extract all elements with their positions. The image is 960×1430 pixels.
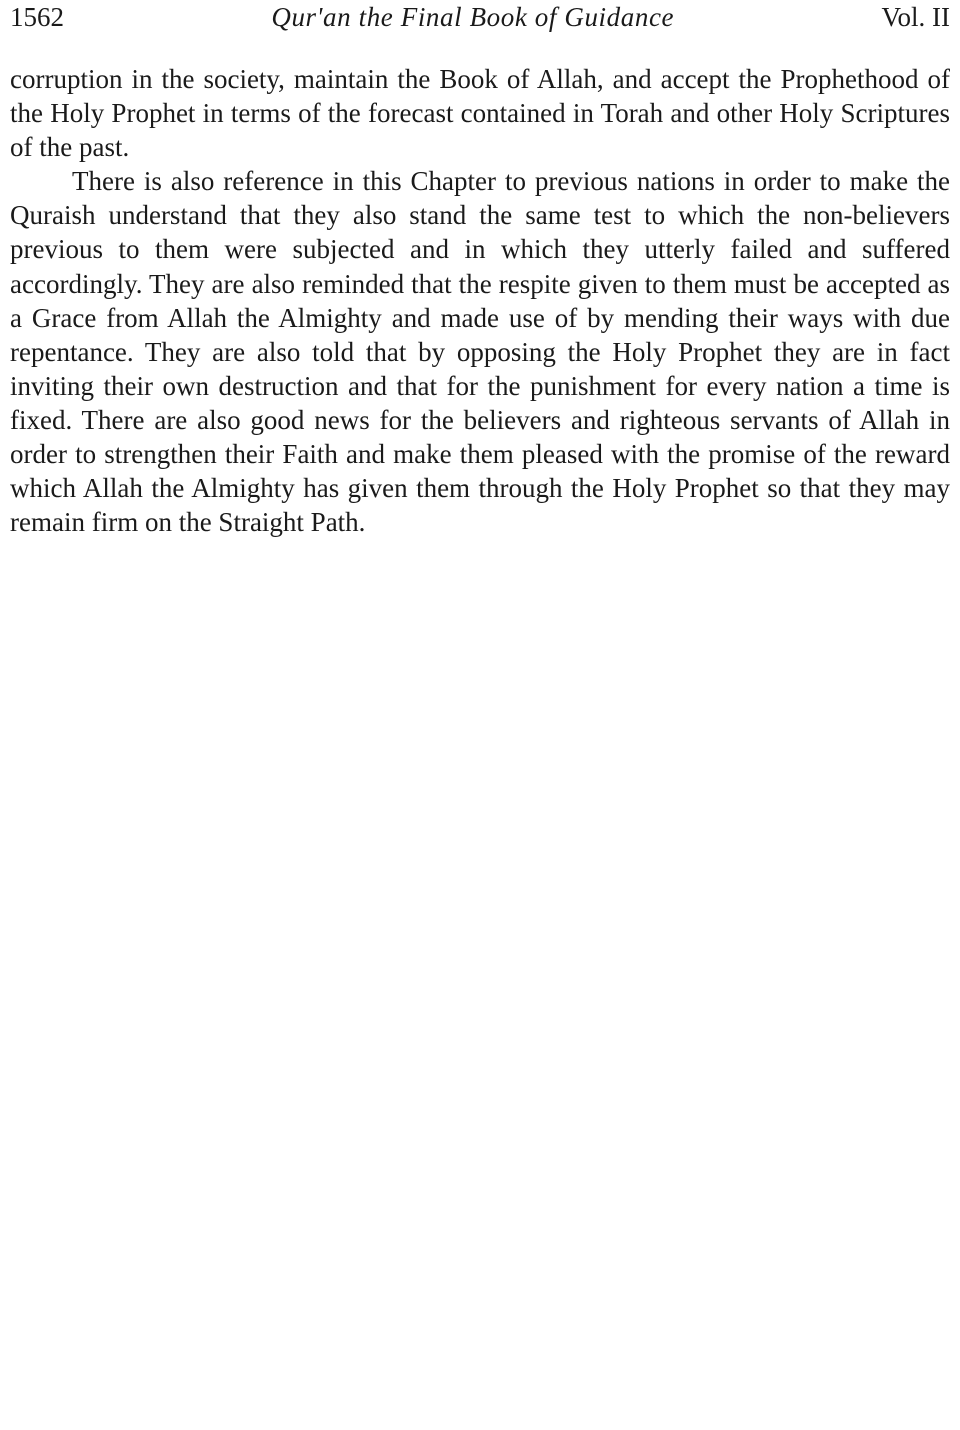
- running-header: [10, 0, 950, 40]
- volume-label: Vol. II: [881, 2, 950, 32]
- book-page: [10, 0, 950, 539]
- body-text: [10, 62, 950, 539]
- book-title: Qur'an the Final Book of Guidance: [271, 2, 675, 32]
- paragraph-continued: corruption in the society, maintain the Book of Allah, and accept the Prophethood of the Holy Prophet in terms of the forecast contained in Torah and other Holy Scriptures of the past.: [10, 64, 950, 163]
- page-number: 1562: [10, 2, 64, 32]
- paragraph: There is also reference in this Chapter to previous nations in order to make the Quraish understand that they also stand the same test to which the non-believers previous to them were subjected and in which they utterly failed and suffered accordingly. They are also reminded that the respite given to them must be accepted as a Grace from Allah the Almighty and made use of by mending their ways with due repentance. They are also told that by opposing the Holy Prophet they are in fact inviting their own destruction and that for the punishment for every nation a time is fixed. There are also good news for the believers and righteous servants of Allah in order to strengthen their Faith and make them pleased with the promise of the reward which Allah the Almighty has given them through the Holy Prophet so that they may remain firm on the Straight Path.: [10, 166, 950, 538]
